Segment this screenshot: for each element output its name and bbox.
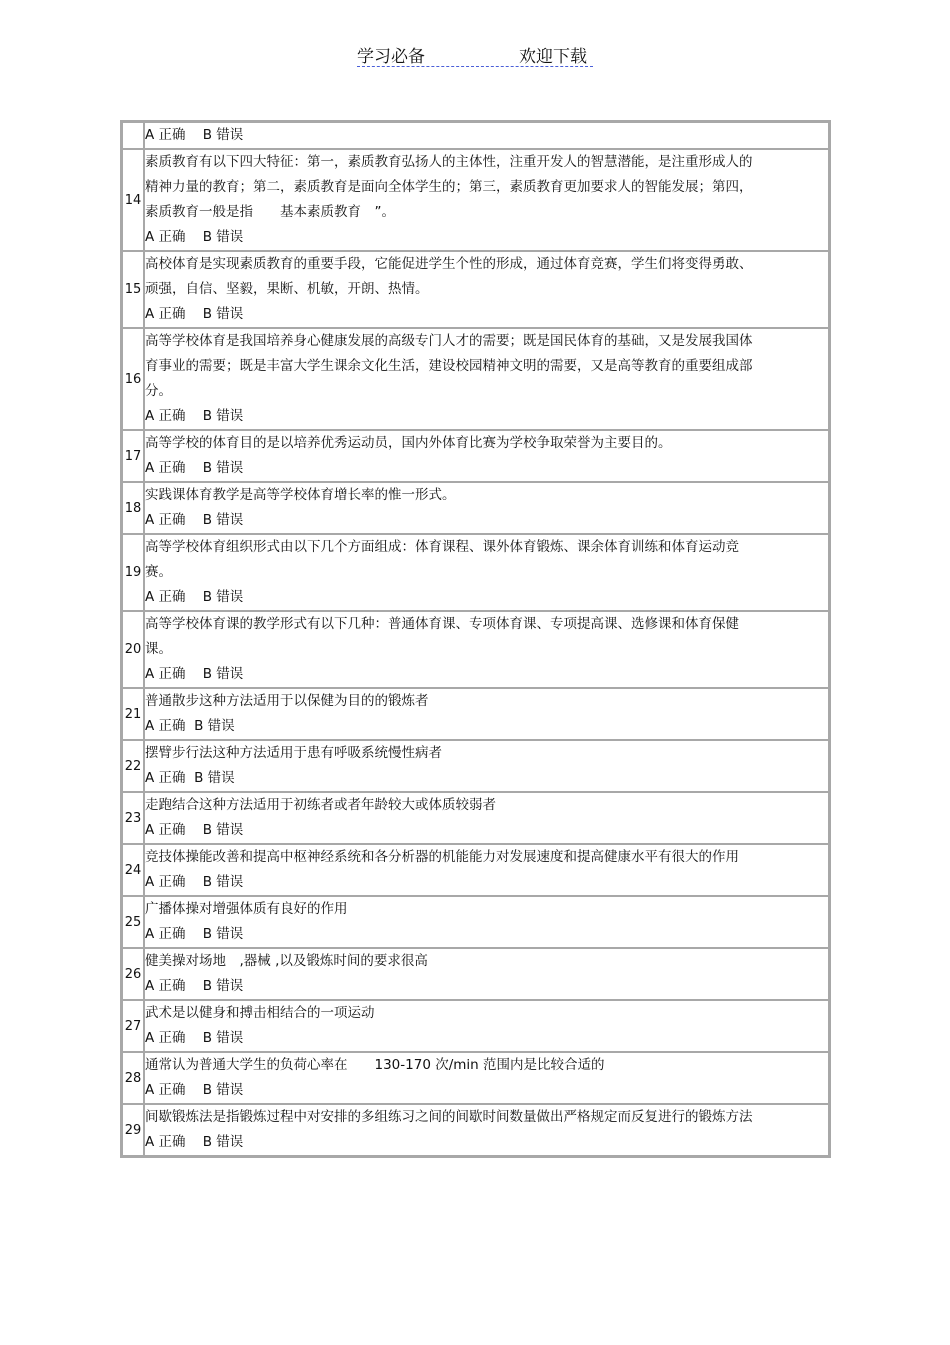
page-header — [357, 40, 593, 67]
answer-options: A 正确 B 错误 — [145, 512, 244, 528]
question-text: 普通散步这种方法适用于以保健为目的的锻炼者 — [145, 693, 429, 709]
question-cell — [144, 896, 829, 948]
header-left-text: 学习必备 — [357, 47, 425, 67]
question-cell — [144, 792, 829, 844]
question-number: 24 — [122, 844, 144, 896]
question-text: 通常认为普通大学生的负荷心率在 130-170 次/min 范围内是比较合适的 — [145, 1057, 605, 1073]
answer-options: A 正确 B 错误 — [145, 1030, 244, 1046]
answer-options: A 正确 B 错误 — [145, 666, 244, 682]
table-row — [122, 122, 829, 149]
answer-options: A 正确 B 错误 — [145, 926, 244, 942]
table-row — [122, 792, 829, 844]
question-number: 27 — [122, 1000, 144, 1052]
answer-options: A 正确 B 错误 — [145, 718, 235, 734]
table-row — [122, 149, 829, 251]
question-number: 15 — [122, 251, 144, 328]
question-cell — [144, 251, 829, 328]
question-cell — [144, 688, 829, 740]
table-row — [122, 328, 829, 430]
question-text: 健美操对场地 ,器械 ,以及锻炼时间的要求很高 — [145, 953, 428, 969]
question-number: 16 — [122, 328, 144, 430]
question-text: 广播体操对增强体质有良好的作用 — [145, 901, 348, 917]
table-row — [122, 611, 829, 688]
question-number: 20 — [122, 611, 144, 688]
question-cell — [144, 328, 829, 430]
table-row — [122, 1000, 829, 1052]
answer-options: A 正确 B 错误 — [145, 306, 244, 322]
question-number: 26 — [122, 948, 144, 1000]
answer-options: A 正确 B 错误 — [145, 589, 244, 605]
question-text: 武术是以健身和搏击相结合的一项运动 — [145, 1005, 375, 1021]
question-number: 29 — [122, 1104, 144, 1156]
question-number — [122, 122, 144, 149]
question-cell — [144, 1052, 829, 1104]
table-row — [122, 948, 829, 1000]
table-row — [122, 251, 829, 328]
question-number: 21 — [122, 688, 144, 740]
header-right-text: 欢迎下载 — [519, 47, 587, 67]
table-row — [122, 896, 829, 948]
question-number: 19 — [122, 534, 144, 611]
question-text: 间歇锻炼法是指锻炼过程中对安排的多组练习之间的间歇时间数量做出严格规定而反复进行的锻炼方法 — [145, 1109, 753, 1125]
answer-options: A 正确 B 错误 — [145, 1082, 244, 1098]
answer-options: A 正确 B 错误 — [145, 229, 244, 245]
table-row — [122, 482, 829, 534]
question-text: 高等学校的体育目的是以培养优秀运动员，国内外体育比赛为学校争取荣誉为主要目的。 — [145, 435, 672, 451]
answer-options: A 正确 B 错误 — [145, 460, 244, 476]
question-number: 17 — [122, 430, 144, 482]
question-cell — [144, 534, 829, 611]
question-cell — [144, 430, 829, 482]
answer-options: A 正确 B 错误 — [145, 874, 244, 890]
answer-options: A 正确 B 错误 — [145, 408, 244, 424]
question-cell — [144, 740, 829, 792]
question-number: 25 — [122, 896, 144, 948]
table-row — [122, 1104, 829, 1156]
question-text: 实践课体育教学是高等学校体育增长率的惟一形式。 — [145, 487, 456, 503]
question-number: 23 — [122, 792, 144, 844]
question-cell — [144, 482, 829, 534]
question-cell — [144, 122, 829, 149]
question-text: 走跑结合这种方法适用于初练者或者年龄较大或体质较弱者 — [145, 797, 496, 813]
table-row — [122, 844, 829, 896]
question-cell — [144, 1000, 829, 1052]
question-number: 22 — [122, 740, 144, 792]
table-row — [122, 688, 829, 740]
answer-options: A 正确 B 错误 — [145, 127, 244, 143]
question-text: 摆臂步行法这种方法适用于患有呼吸系统慢性病者 — [145, 745, 442, 761]
answer-options: A 正确 B 错误 — [145, 978, 244, 994]
table-row — [122, 1052, 829, 1104]
question-cell — [144, 844, 829, 896]
table-row — [122, 430, 829, 482]
question-number: 18 — [122, 482, 144, 534]
question-number: 28 — [122, 1052, 144, 1104]
question-text: 高等学校体育组织形式由以下几个方面组成：体育课程、课外体育锻炼、课余体育训练和体育运动竞赛。 — [145, 539, 739, 580]
answer-options: A 正确 B 错误 — [145, 1134, 244, 1150]
table-row — [122, 534, 829, 611]
question-text: 竞技体操能改善和提高中枢神经系统和各分析器的机能能力对发展速度和提高健康水平有很大的作用 — [145, 849, 739, 865]
answer-options: A 正确 B 错误 — [145, 770, 235, 786]
question-cell — [144, 948, 829, 1000]
question-text: 素质教育有以下四大特征：第一，素质教育弘扬人的主体性，注重开发人的智慧潜能，是注重形成人的精神力量的教育；第二，素质教育是面向全体学生的；第三，素质教育更加要求人的智能发展；第四，素质教育一般是指 基本素质教育 ”。 — [145, 154, 753, 220]
question-text: 高校体育是实现素质教育的重要手段，它能促进学生个性的形成，通过体育竞赛，学生们将变得勇敢、顽强，自信、坚毅，果断、机敏，开朗、热情。 — [145, 256, 753, 297]
question-number: 14 — [122, 149, 144, 251]
question-cell — [144, 149, 829, 251]
question-text: 高等学校体育课的教学形式有以下几种：普通体育课、专项体育课、专项提高课、选修课和体育保健课。 — [145, 616, 739, 657]
question-cell — [144, 1104, 829, 1156]
answer-options: A 正确 B 错误 — [145, 822, 244, 838]
table-row — [122, 740, 829, 792]
quiz-table — [120, 120, 831, 1158]
question-cell — [144, 611, 829, 688]
question-text: 高等学校体育是我国培养身心健康发展的高级专门人才的需要；既是国民体育的基础，又是发展我国体育事业的需要；既是丰富大学生课余文化生活，建设校园精神文明的需要，又是高等教育的重要组成部分。 — [145, 333, 753, 399]
